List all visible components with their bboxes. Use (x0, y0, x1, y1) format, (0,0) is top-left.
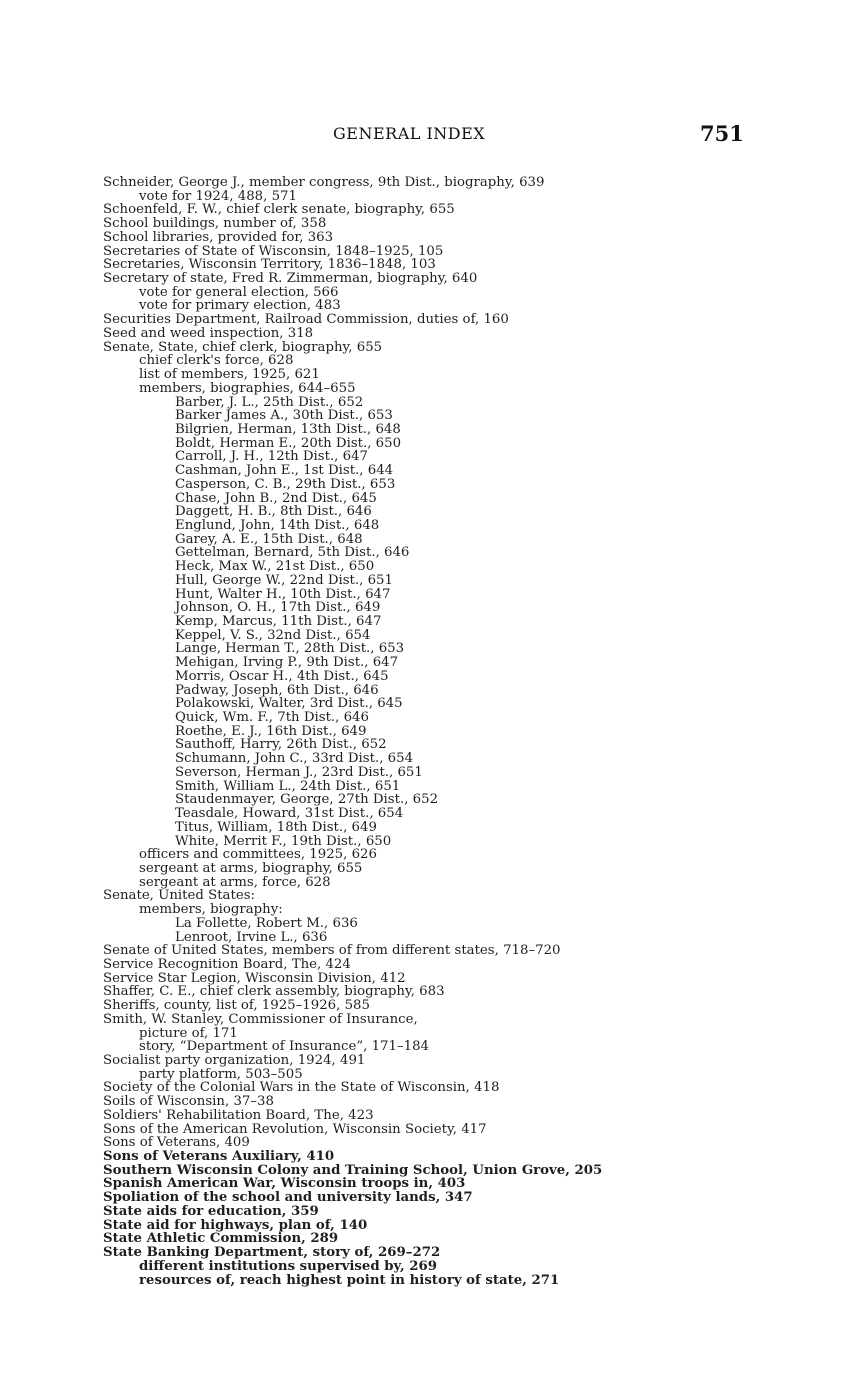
index-entry: School buildings, number of, 358 (103, 216, 327, 232)
index-entry: officers and committees, 1925, 626 (139, 847, 377, 863)
index-entry: La Follette, Robert M., 636 (175, 915, 358, 931)
index-entry: Titus, William, 18th Dist., 649 (175, 819, 377, 835)
index-entry: party platform, 503–505 (139, 1066, 303, 1082)
index-entry: Morris, Oscar H., 4th Dist., 645 (175, 668, 389, 684)
index-entry: Service Recognition Board, The, 424 (103, 956, 351, 972)
index-entry: Kemp, Marcus, 11th Dist., 647 (175, 614, 382, 629)
index-entry: Bilgrien, Herman, 13th Dist., 648 (175, 421, 401, 437)
index-entry: Roethe, E. J., 16th Dist., 649 (175, 723, 367, 739)
page-title: GENERAL INDEX (333, 124, 486, 143)
index-entry: Garey, A. E., 15th Dist., 648 (175, 531, 363, 547)
index-entry: Carroll, J. H., 12th Dist., 647 (175, 449, 368, 465)
index-entry: Secretary of state, Fred R. Zimmerman, biography, 640 (103, 271, 478, 287)
index-entry: State Athletic Commission, 289 (103, 1231, 339, 1247)
page-header (0, 121, 859, 150)
index-entry: Johnson, O. H., 17th Dist., 649 (175, 600, 381, 616)
index-entry: Severson, Herman J., 23rd Dist., 651 (175, 764, 423, 780)
index-entry: Heck, Max W., 21st Dist., 650 (175, 559, 375, 575)
index-entry: Senate of United States, members of from different states, 718–720 (103, 943, 561, 959)
index-entry: Soldiers' Rehabilitation Board, The, 423 (103, 1107, 374, 1123)
page-number: 751 (700, 121, 744, 146)
index-entry: Casperson, C. B., 29th Dist., 653 (175, 476, 396, 492)
index-entry: Teasdale, Howard, 31st Dist., 654 (175, 806, 404, 822)
index-entry: Smith, William L., 24th Dist., 651 (175, 778, 401, 794)
index-list (103, 176, 843, 1287)
index-entry: Senate, United States: (103, 888, 256, 904)
index-entry: School libraries, provided for, 363 (103, 229, 334, 245)
index-entry: Sauthoff, Harry, 26th Dist., 652 (175, 737, 387, 753)
index-entry: Soils of Wisconsin, 37–38 (103, 1094, 274, 1110)
index-entry: Sons of Veterans, 409 (103, 1135, 250, 1151)
index-entry: Senate, State, chief clerk, biography, 655 (103, 339, 383, 355)
index-entry: Secretaries, Wisconsin Territory, 1836–1848, 103 (103, 257, 436, 273)
index-entry: Padway, Joseph, 6th Dist., 646 (175, 682, 379, 698)
index-entry: Englund, John, 14th Dist., 648 (175, 517, 380, 533)
index-entry: Barker James A., 30th Dist., 653 (175, 408, 393, 424)
index-entry: Spoliation of the school and university lands, 347 (103, 1190, 473, 1206)
index-entry: Spanish American War, Wisconsin troops in, 403 (103, 1176, 466, 1192)
index-entry: Lange, Herman T., 28th Dist., 653 (175, 641, 405, 657)
index-entry: Chase, John B., 2nd Dist., 645 (175, 490, 377, 506)
index-entry: Securities Department, Railroad Commission, duties of, 160 (103, 312, 509, 328)
index-entry: Gettelman, Bernard, 5th Dist., 646 (175, 545, 410, 561)
index-entry: sergeant at arms, biography, 655 (139, 860, 363, 876)
index-entry: Keppel, V. S., 32nd Dist., 654 (175, 627, 371, 643)
index-entry: Staudenmayer, George, 27th Dist., 652 (175, 792, 439, 808)
index-entry: Cashman, John E., 1st Dist., 644 (175, 463, 394, 479)
index-entry: State aid for highways, plan of, 140 (103, 1217, 368, 1233)
index-entry: White, Merrit F., 19th Dist., 650 (175, 833, 392, 849)
index-entry: Seed and weed inspection, 318 (103, 325, 314, 341)
index-entry: Society of the Colonial Wars in the State of Wisconsin, 418 (103, 1080, 500, 1096)
index-entry: Sons of Veterans Auxiliary, 410 (103, 1149, 335, 1165)
index-entry: State aids for education, 359 (103, 1203, 319, 1219)
index-entry: vote for general election, 566 (139, 284, 339, 300)
index-entry: vote for 1924, 488, 571 (139, 188, 297, 204)
index-entry: resources of, reach highest point in history of state, 271 (139, 1272, 560, 1288)
index-entry: Mehigan, Irving P., 9th Dist., 647 (175, 655, 399, 671)
index-entry: Schoenfeld, F. W., chief clerk senate, biography, 655 (103, 202, 455, 218)
index-entry: different institutions supervised by, 269 (139, 1258, 438, 1274)
index-entry: Daggett, H. B., 8th Dist., 646 (175, 504, 372, 520)
index-entry: story, “Department of Insurance”, 171–184 (139, 1039, 429, 1055)
index-entry: Service Star Legion, Wisconsin Division, 412 (103, 970, 406, 986)
index-entry: Boldt, Herman E., 20th Dist., 650 (175, 435, 402, 451)
index-entry: Hull, George W., 22nd Dist., 651 (175, 572, 393, 588)
index-entry: Southern Wisconsin Colony and Training School, Union Grove, 205 (103, 1162, 603, 1178)
index-entry: vote for primary election, 483 (139, 298, 341, 314)
index-entry: Barber, J. L., 25th Dist., 652 (175, 394, 364, 410)
index-entry: Secretaries of State of Wisconsin, 1848–1925, 105 (103, 243, 444, 259)
index-entry: Shaffer, C. E., chief clerk assembly, biography, 683 (103, 984, 445, 1000)
index-entry: Schumann, John C., 33rd Dist., 654 (175, 751, 414, 767)
index-entry: Lenroot, Irvine L., 636 (175, 929, 328, 945)
index-entry: Polakowski, Walter, 3rd Dist., 645 (175, 696, 403, 712)
index-entry: Sons of the American Revolution, Wisconsin Society, 417 (103, 1121, 487, 1137)
index-entry: State Banking Department, story of, 269–272 (103, 1245, 441, 1261)
index-entry: Quick, Wm. F., 7th Dist., 646 (175, 710, 369, 726)
index-entry: members, biographies, 644–655 (139, 380, 356, 396)
index-entry: chief clerk's force, 628 (139, 353, 294, 369)
index-entry: Sheriffs, county, list of, 1925–1926, 585 (103, 998, 370, 1014)
index-entry: Smith, W. Stanley, Commissioner of Insurance, (103, 1011, 418, 1027)
index-entry: picture of, 171 (139, 1025, 238, 1041)
index-entry: members, biography: (139, 902, 283, 918)
index-entry: Schneider, George J., member congress, 9th Dist., biography, 639 (103, 175, 545, 190)
index-entry: list of members, 1925, 621 (139, 367, 320, 383)
index-entry: sergeant at arms, force, 628 (139, 874, 331, 890)
index-entry: Socialist party organization, 1924, 491 (103, 1053, 366, 1068)
index-entry: Hunt, Walter H., 10th Dist., 647 (175, 586, 391, 602)
